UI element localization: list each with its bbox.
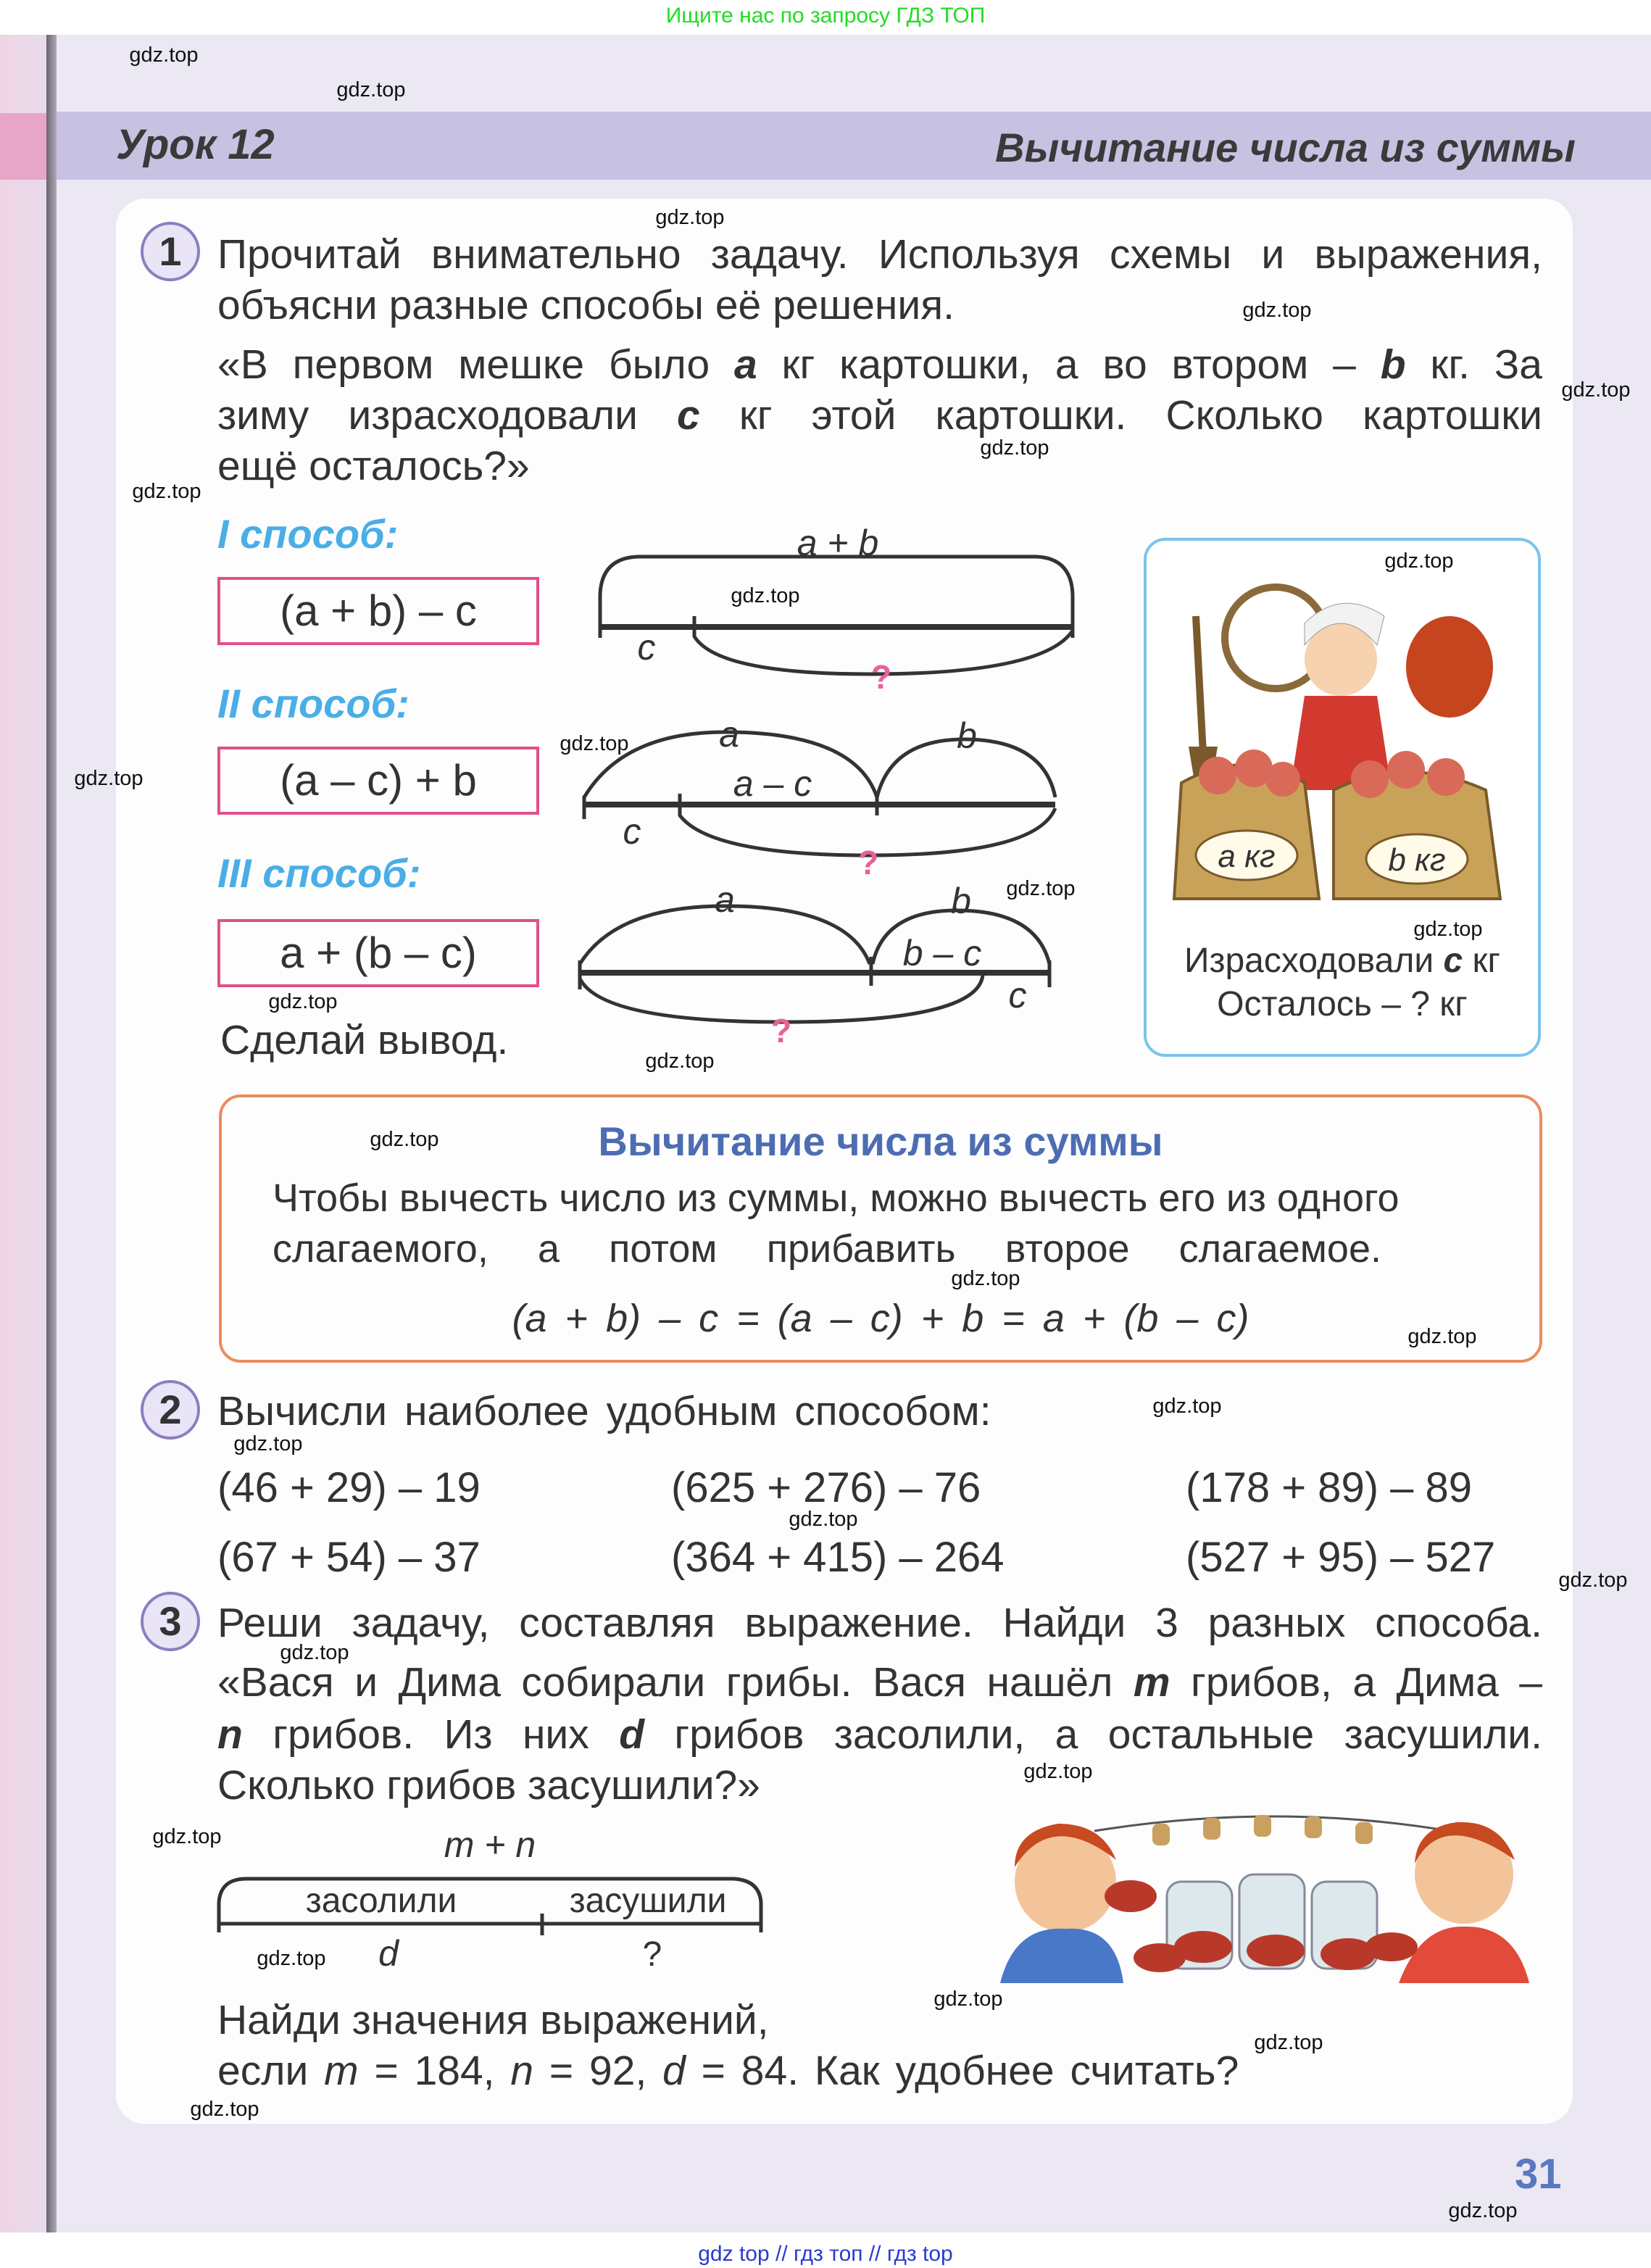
watermark: gdz.top: [280, 1641, 349, 1664]
watermark: gdz.top: [1254, 2031, 1323, 2054]
task-3-question-label: ?: [642, 1935, 662, 1974]
text: зиму израсходовали: [217, 392, 678, 439]
watermark: gdz.top: [1558, 1569, 1628, 1592]
way-3-label: III способ:: [217, 850, 421, 896]
variable-d: d: [619, 1711, 645, 1758]
text: грибов засолили, а остальные засушили.: [644, 1711, 1542, 1758]
task-3-d-label: d: [378, 1933, 399, 1974]
variable-m: m: [324, 2048, 359, 2094]
text: кг. За: [1405, 341, 1542, 388]
watermark: gdz.top: [370, 1128, 439, 1151]
variable-b: b: [1380, 341, 1406, 388]
way-1-label: I способ:: [217, 511, 399, 557]
watermark: gdz.top: [233, 1432, 303, 1455]
rule-formula: (a + b) – c = (a – c) + b = a + (b – c): [512, 1297, 1249, 1340]
watermark: gdz.top: [560, 732, 629, 755]
variable-c: c: [1443, 942, 1463, 980]
task-3-quote-line: Сколько грибов засушили?»: [217, 1762, 760, 1808]
diagram-2-b-label: b: [957, 715, 977, 756]
diagram-1: [600, 557, 1073, 674]
diagram-2-question: ?: [857, 844, 879, 881]
task-3-top-label: m + n: [444, 1824, 536, 1865]
task-3-instruction: Реши задачу, составляя выражение. Найди 3 разных способа.: [217, 1600, 1542, 1646]
variable-d: d: [662, 2048, 686, 2094]
way-2-label: II способ:: [217, 681, 409, 726]
conclusion-prompt: Сделай вывод.: [220, 1017, 509, 1063]
task-3-dried-label: засушили: [569, 1882, 727, 1920]
watermark: gdz.top: [1448, 2199, 1518, 2222]
task-3-quote-line: [217, 1709, 1542, 1760]
text: если: [217, 2048, 325, 2094]
lesson-number: Урок 12: [116, 121, 275, 168]
page-number: 31: [1515, 2151, 1562, 2198]
way-2-expression: (a – c) + b: [217, 747, 539, 815]
rule-text-line: слагаемого, а потом прибавить второе слагаемое.: [273, 1227, 1381, 1271]
variable-n: n: [217, 1711, 243, 1758]
diagram-2-inner-label: a – c: [733, 763, 812, 804]
task-1-instruction-line: Прочитай внимательно задачу. Используя схемы и выражения,: [217, 231, 1542, 278]
watermark: gdz.top: [1023, 1760, 1093, 1783]
task-3-salted-label: засолили: [305, 1882, 457, 1920]
sack-b-label: b кг: [1388, 842, 1446, 878]
find-values-line: Найди значения выражений,: [217, 1997, 769, 2043]
picture-caption-spent: [1144, 939, 1541, 983]
way-1-expression: (a + b) – c: [217, 577, 539, 645]
diagram-3-question: ?: [770, 1012, 792, 1050]
task-1-number: 1: [141, 222, 200, 281]
lesson-title: Вычитание числа из суммы: [995, 125, 1576, 170]
watermark: gdz.top: [190, 2098, 259, 2121]
search-banner[interactable]: Ищите нас по запросу ГДЗ ТОП: [665, 4, 986, 28]
watermark: gdz.top: [731, 584, 800, 607]
boys-with-mushrooms-illustration: [986, 1802, 1536, 1983]
diagram-3-inner-label: b – c: [902, 933, 982, 973]
watermark: gdz.top: [1384, 549, 1454, 573]
text: грибов. Из них: [242, 1711, 620, 1758]
diagram-3-b-label: b: [951, 881, 971, 921]
diagram-3-a-label: a: [715, 879, 735, 920]
watermark: gdz.top: [1006, 877, 1076, 900]
watermark: gdz.top: [1561, 378, 1631, 402]
watermark: gdz.top: [1413, 918, 1483, 941]
watermark: gdz.top: [980, 436, 1049, 460]
expression: (67 + 54) – 37: [217, 1534, 481, 1581]
text: «Вася и Дима собирали грибы. Вася нашёл: [217, 1659, 1134, 1706]
expression: (178 + 89) – 89: [1186, 1464, 1473, 1511]
task-1-quote-line: ещё осталось?»: [217, 443, 530, 489]
diagram-1-top-label: a + b: [797, 523, 879, 563]
text: кг картошки, а во втором –: [757, 341, 1381, 388]
diagram-2-c-label: c: [623, 811, 641, 852]
variable-a: a: [734, 341, 757, 388]
watermark: gdz.top: [132, 480, 201, 503]
task-3-number: 3: [141, 1592, 200, 1651]
sack-a-label: a кг: [1218, 839, 1276, 874]
task-2-number: 2: [141, 1380, 200, 1440]
watermark: gdz.top: [268, 990, 338, 1013]
task-2-instruction: Вычисли наиболее удобным способом:: [217, 1388, 991, 1434]
watermark: gdz.top: [951, 1267, 1020, 1290]
task-1-instruction-line: объясни разные способы её решения.: [217, 282, 955, 328]
diagram-2-a-label: a: [719, 714, 739, 755]
expression: (625 + 276) – 76: [671, 1464, 981, 1511]
variable-n: n: [510, 2048, 534, 2094]
watermark: gdz.top: [129, 43, 199, 67]
text: грибов, а Дима –: [1170, 1659, 1543, 1706]
girl-with-sacks-illustration: [1160, 573, 1522, 913]
watermark: gdz.top: [152, 1825, 222, 1848]
expression: (46 + 29) – 19: [217, 1464, 481, 1511]
way-3-expression: a + (b – c): [217, 919, 539, 987]
footer-links[interactable]: gdz top // гдз топ // гдз top: [698, 2242, 953, 2266]
diagram-1-question: ?: [870, 658, 892, 696]
text: = 184,: [358, 2048, 511, 2094]
watermark: gdz.top: [257, 1947, 326, 1970]
text: = 84. Как удобнее считать?: [685, 2048, 1239, 2094]
text: кг: [1463, 942, 1501, 980]
variable-c: c: [677, 392, 700, 439]
task-3-quote-line: [217, 1657, 1542, 1708]
watermark: gdz.top: [655, 206, 725, 229]
rule-text-line: Чтобы вычесть число из суммы, можно вычесть его из одного: [273, 1176, 1400, 1220]
diagram-1-c-label: c: [637, 627, 656, 668]
expression: (364 + 415) – 264: [671, 1534, 1005, 1581]
watermark: gdz.top: [1407, 1325, 1477, 1348]
diagram-3-c-label: c: [1008, 975, 1027, 1015]
picture-caption-left: Осталось – ? кг: [1217, 985, 1468, 1023]
watermark: gdz.top: [74, 767, 144, 790]
watermark: gdz.top: [1152, 1395, 1222, 1418]
variable-m: m: [1133, 1659, 1170, 1706]
watermark: gdz.top: [1242, 299, 1312, 322]
watermark: gdz.top: [933, 1987, 1003, 2011]
text: Израсходовали: [1184, 942, 1444, 980]
watermark: gdz.top: [336, 78, 406, 101]
diagram-2: [584, 732, 1055, 855]
watermark: gdz.top: [789, 1508, 858, 1531]
values-line: [217, 2045, 1542, 2096]
expression: (527 + 95) – 527: [1186, 1534, 1496, 1581]
watermark: gdz.top: [645, 1050, 715, 1073]
text: кг этой картошки. Сколько картошки: [699, 392, 1542, 439]
rule-title: Вычитание числа из суммы: [598, 1118, 1163, 1164]
text: «В первом мешке было: [217, 341, 735, 388]
text: = 92,: [533, 2048, 663, 2094]
